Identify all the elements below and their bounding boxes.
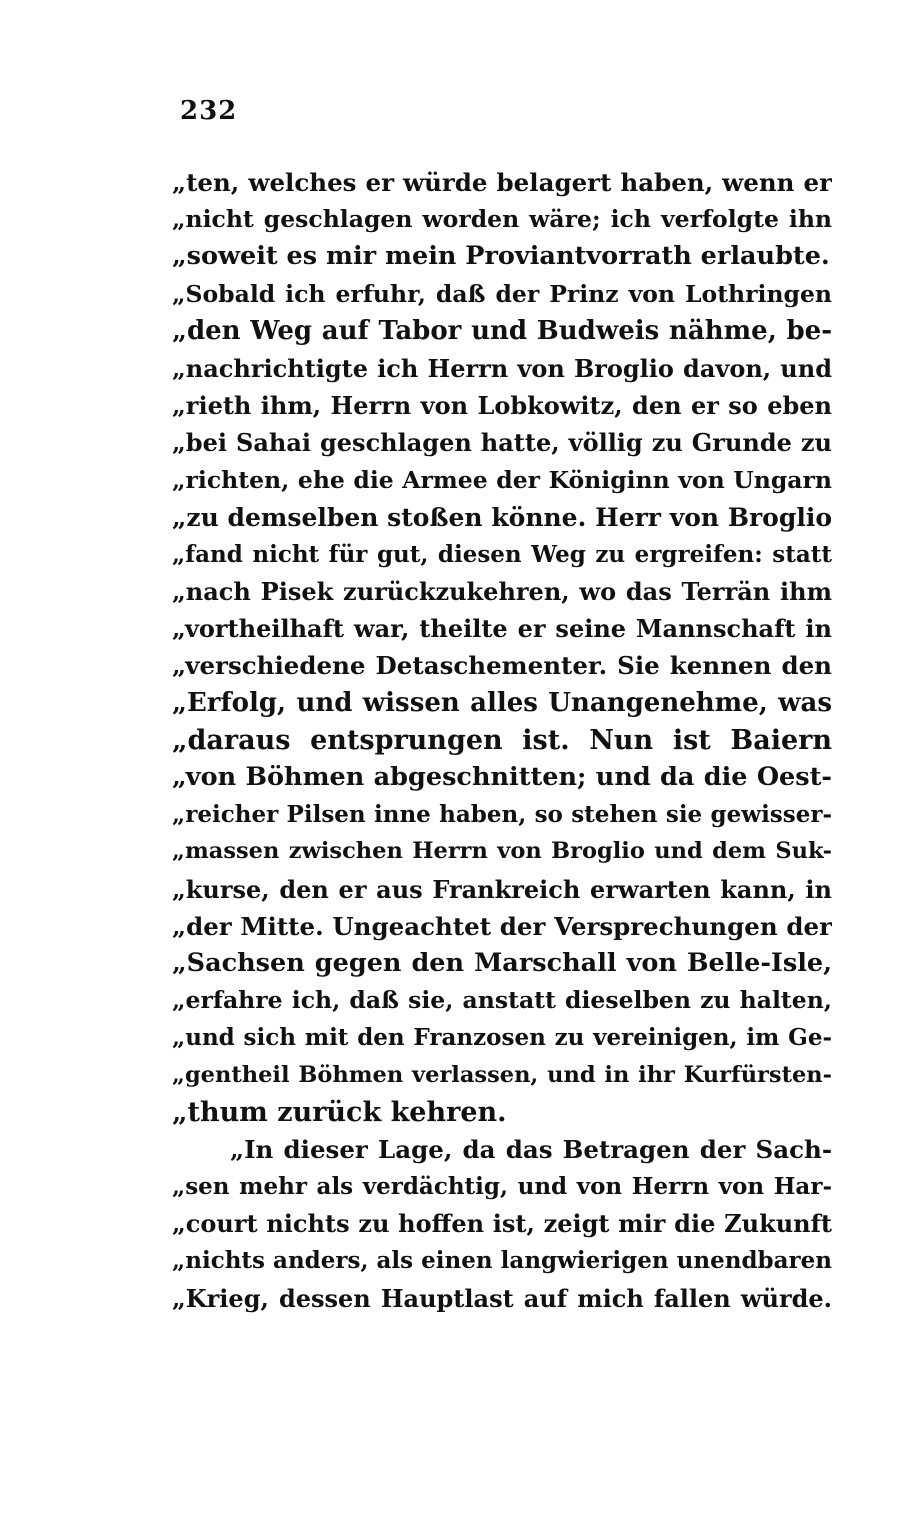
text-line: „richten, ehe die Armee der Königinn von Ungarn bbox=[172, 465, 832, 494]
text-line: „zu demselben stoßen könne. Herr von Broglio bbox=[172, 502, 832, 532]
text-line: „In dieser Lage, da das Betragen der Sach- bbox=[230, 1134, 832, 1164]
text-line: „Sachsen gegen den Marschall von Belle-Isle, bbox=[172, 947, 832, 978]
text-line: „der Mitte. Ungeachtet der Versprechungen der bbox=[172, 911, 832, 941]
text-line: „nach Pisek zurückzukehren, wo das Terrän ihm bbox=[172, 577, 832, 607]
text-line: „Erfolg, und wissen alles Unangenehme, was bbox=[172, 687, 832, 718]
text-line: „reicher Pilsen inne haben, so stehen sie gewisser- bbox=[172, 801, 832, 829]
text-line: „sen mehr als verdächtig, und von Herrn von Har- bbox=[172, 1173, 832, 1201]
text-line: „erfahre ich, daß sie, anstatt dieselben zu halten, bbox=[172, 986, 832, 1015]
text-line: „bei Sahai geschlagen hatte, völlig zu Grunde zu bbox=[172, 428, 832, 458]
text-line: „und sich mit den Franzosen zu vereinigen, im Ge- bbox=[172, 1024, 832, 1052]
body-text bbox=[172, 164, 832, 1317]
text-line: „den Weg auf Tabor und Budweis nähme, be- bbox=[172, 315, 832, 346]
text-line: „fand nicht für gut, diesen Weg zu ergreifen: statt bbox=[172, 540, 832, 568]
text-line: „daraus entsprungen ist. Nun ist Baiern bbox=[172, 724, 832, 756]
text-line: „Sobald ich erfuhr, daß der Prinz von Lothringen bbox=[172, 279, 832, 308]
text-line: „vortheilhaft war, theilte er seine Mannschaft in bbox=[172, 614, 832, 644]
text-line: „gentheil Böhmen verlassen, und in ihr Kurfürsten- bbox=[172, 1061, 832, 1088]
text-line: „massen zwischen Herrn von Broglio und dem Suk- bbox=[172, 838, 832, 865]
text-line: „thum zurück kehren. bbox=[172, 1096, 507, 1128]
text-line: „verschiedene Detaschementer. Sie kennen den bbox=[172, 651, 832, 681]
text-line: „kurse, den er aus Frankreich erwarten kann, in bbox=[172, 874, 832, 904]
text-line: „nicht geschlagen worden wäre; ich verfolgte ihn bbox=[172, 205, 832, 234]
text-line: „von Böhmen abgeschnitten; und da die Oest- bbox=[172, 762, 832, 792]
text-line: „Krieg, dessen Hauptlast auf mich fallen würde. bbox=[172, 1283, 832, 1313]
text-line: „rieth ihm, Herrn von Lobkowitz, den er so eben bbox=[172, 391, 832, 421]
text-line: „soweit es mir mein Proviantvorrath erlaubte. bbox=[172, 241, 830, 272]
text-line: „court nichts zu hoffen ist, zeigt mir die Zukunft bbox=[172, 1209, 832, 1239]
text-line: „nachrichtigte ich Herrn von Broglio davon, und bbox=[172, 353, 832, 383]
text-line: „ten, welches er würde belagert haben, wenn er bbox=[172, 168, 832, 197]
text-line: „nichts anders, als einen langwierigen unendbaren bbox=[172, 1247, 832, 1275]
page-number: 232 bbox=[180, 96, 238, 126]
